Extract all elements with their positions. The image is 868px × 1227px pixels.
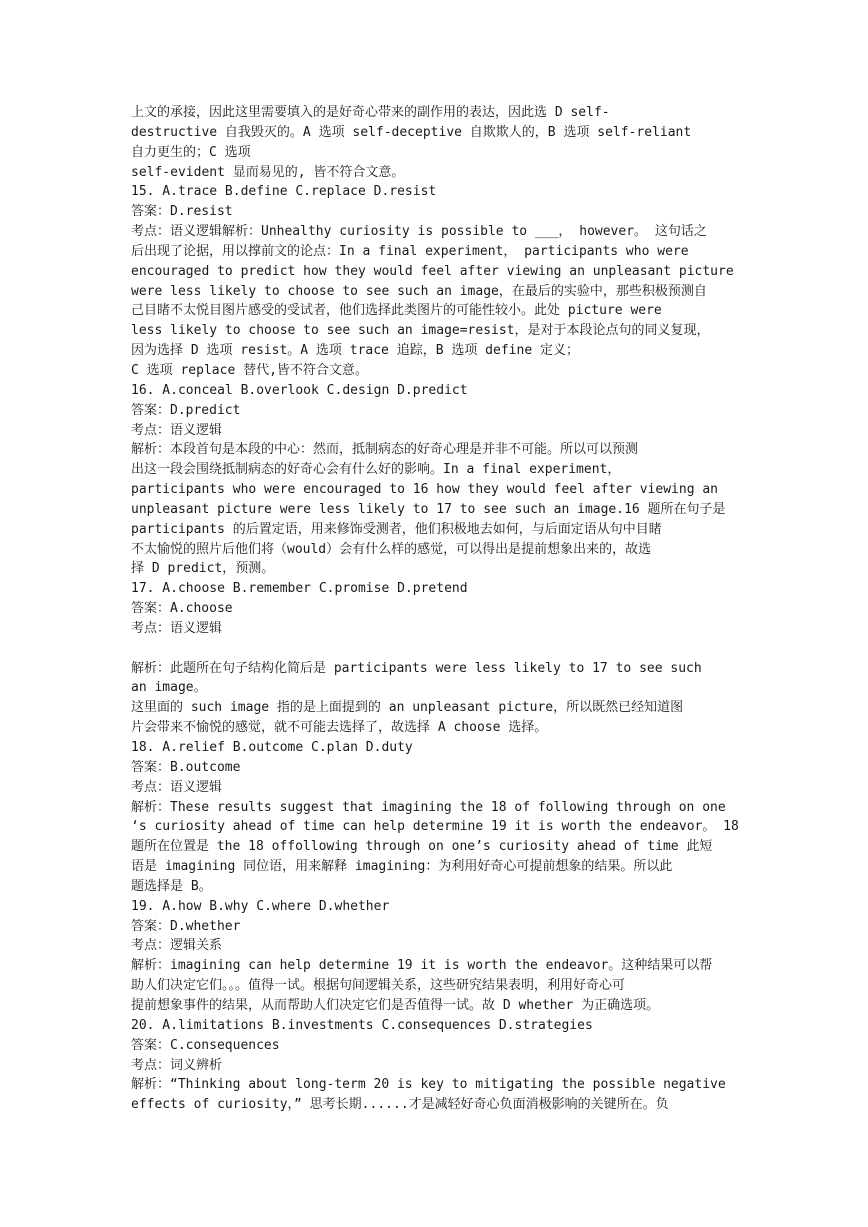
text-line: 自力更生的；C 选项 bbox=[131, 144, 251, 160]
text-line: 片会带来不愉悦的感觉，就不可能去选择了，故选择 A choose 选择。 bbox=[131, 720, 548, 736]
text-line: ‘s curiosity ahead of time can help determine 19 it is worth the endeavor。 18 bbox=[131, 819, 739, 835]
text-line: 这里面的 such image 指的是上面提到的 an unpleasant picture，所以既然已经知道图 bbox=[131, 700, 684, 716]
text-line: 18. A.relief B.outcome C.plan D.duty bbox=[131, 740, 413, 755]
text-line: 16. A.conceal B.overlook C.design D.predict bbox=[131, 382, 468, 398]
text-line: participants 的后置定语，用来修饰受测者，他们积极地去如何，与后面定语从句中目睹 bbox=[131, 521, 662, 537]
text-line: 考点：语义逻辑 bbox=[131, 620, 223, 636]
text-line: 不太愉悦的照片后他们将（would）会有什么样的感觉，可以得出是提前想象出来的，故选 bbox=[131, 541, 652, 557]
text-line: C 选项 replace 替代,皆不符合文意。 bbox=[131, 362, 368, 378]
text-line: 考点：词义辨析 bbox=[131, 1057, 223, 1073]
text-line: 20. A.limitations B.investments C.consequences D.strategies bbox=[131, 1017, 593, 1033]
text-line: 题所在位置是 the 18 offollowing through on one’s curiosity ahead of time 此短 bbox=[131, 839, 713, 855]
text-line: 15. A.trace B.define C.replace D.resist bbox=[131, 184, 437, 200]
text-line: destructive 自我毁灭的。A 选项 self-deceptive 自欺欺人的，B 选项 self-reliant bbox=[131, 124, 692, 140]
text-line: 出这一段会围绕抵制病态的好奇心会有什么好的影响。In a final experiment， bbox=[131, 462, 621, 478]
text-line: 答案：D.predict bbox=[131, 402, 241, 418]
text-line: 答案：B.outcome bbox=[131, 759, 241, 775]
text-line: 提前想象事件的结果，从而帮助人们决定它们是否值得一试。故 D whether 为正确选项。 bbox=[131, 997, 660, 1013]
text-line: 后出现了论据，用以撑前文的论点：In a final experiment， participants who were bbox=[131, 243, 689, 259]
text-line: 17. A.choose B.remember C.promise D.pretend bbox=[131, 581, 468, 597]
text-line: 答案：D.resist bbox=[131, 204, 233, 220]
text-line: 己目睹不太悦目图片感受的受试者，他们选择此类图片的可能性较小。此处 picture were bbox=[131, 303, 662, 319]
text-line: 语是 imagining 同位语，用来解释 imagining：为利用好奇心可提前想象的结果。所以此 bbox=[131, 859, 673, 875]
text-line: 答案：D.whether bbox=[131, 918, 241, 934]
text-line: 解析：“Thinking about long-term 20 is key to mitigating the possible negative bbox=[131, 1077, 726, 1093]
text-line: were less likely to choose to see such an image，在最后的实验中，那些积极预测自 bbox=[131, 283, 707, 299]
text-line: 解析：此题所在句子结构化简后是 participants were less likely to 17 to see such bbox=[131, 660, 702, 676]
text-line: 解析：These results suggest that imagining the 18 of following through on one bbox=[131, 799, 726, 815]
text-line: 答案：A.choose bbox=[131, 601, 233, 617]
text-line: 上文的承接，因此这里需要填入的是好奇心带来的副作用的表达，因此选 D self- bbox=[131, 105, 610, 120]
text-line: 因为选择 D 选项 resist。A 选项 trace 追踪，B 选项 define 定义； bbox=[131, 343, 579, 359]
text-line: 择 D predict，预测。 bbox=[131, 561, 275, 577]
text-line: an image。 bbox=[131, 680, 207, 696]
text-line: 题选择是 B。 bbox=[131, 878, 212, 894]
text-line: 考点：逻辑关系 bbox=[131, 938, 223, 954]
text-line: 考点：语义逻辑 bbox=[131, 422, 223, 438]
document-body bbox=[131, 103, 743, 1115]
text-line: 19. A.how B.why C.where D.whether bbox=[131, 898, 390, 914]
text-line: 助人们决定它们。。。值得一试。根据句间逻辑关系，这些研究结果表明，利用好奇心可 bbox=[131, 978, 626, 994]
text-line: less likely to choose to see such an image=resist，是对于本段论点句的同义复现， bbox=[131, 323, 710, 339]
text-line: self-evident 显而易见的, 皆不符合文意。 bbox=[131, 164, 405, 180]
text-line: 解析：imagining can help determine 19 it is worth the endeavor。这种结果可以帮 bbox=[131, 958, 713, 974]
text-line: 解析：本段首句是本段的中心：然而，抵制病态的好奇心理是并非不可能。所以可以预测 bbox=[131, 442, 639, 458]
text-line: effects of curiosity，” 思考长期......才是减轻好奇心负面消极影响的关键所在。负 bbox=[131, 1097, 669, 1113]
text-line: 考点：语义逻辑 bbox=[131, 779, 223, 795]
text-line: 答案：C.consequences bbox=[131, 1037, 280, 1053]
text-line: participants who were encouraged to 16 how they would feel after viewing an bbox=[131, 482, 718, 498]
text-line: unpleasant picture were less likely to 17 to see such an image.16 题所在句子是 bbox=[131, 501, 726, 517]
blank-line bbox=[131, 639, 743, 659]
text-line: encouraged to predict how they would feel after viewing an unpleasant picture bbox=[131, 263, 734, 279]
text-line: 考点：语义逻辑解析：Unhealthy curiosity is possible to ___， however。 这句话之 bbox=[131, 224, 707, 240]
